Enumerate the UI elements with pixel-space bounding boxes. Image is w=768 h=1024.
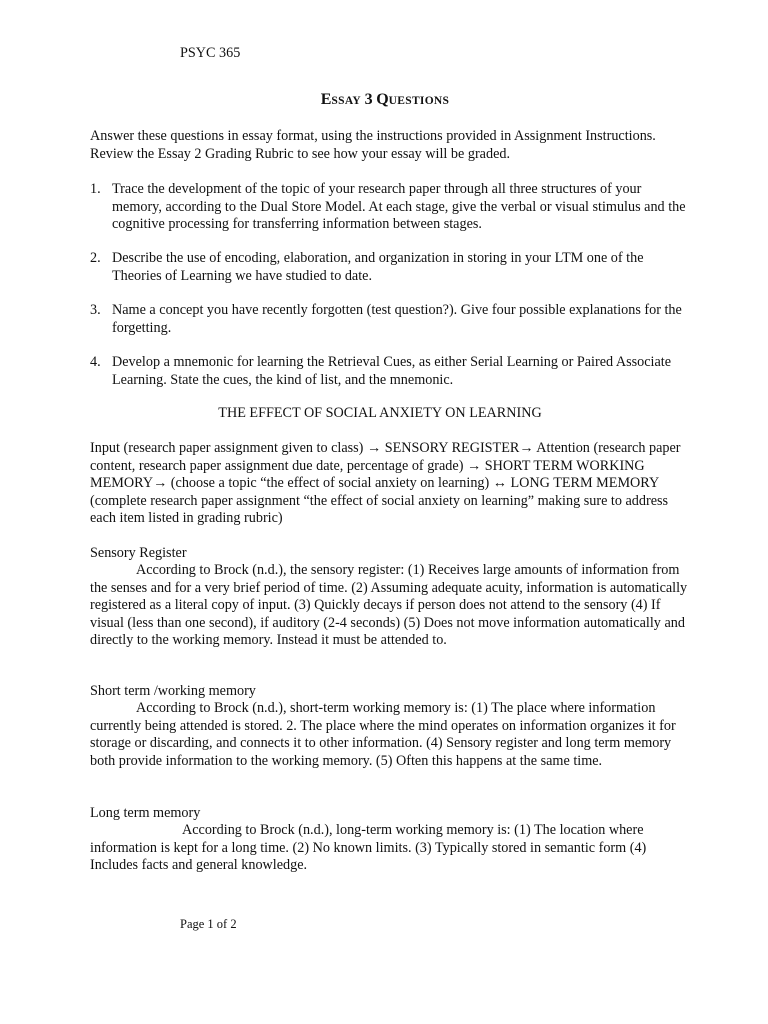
- course-code: PSYC 365: [180, 45, 241, 61]
- section-text: According to Brock (n.d.), the sensory register: (1) Receives large amounts of information from the senses and for a very brief period of time. (2) Assuming adequate acuity, information is automatically registered as a literal copy of input. (3) Quickly decays if person does not attend to the sensory (4) If visual (less than one second), if auditory (2-4 seconds) (5) Does not move information automatically and directly to the working memory. Instead it must be attended to.: [90, 562, 688, 649]
- question-text: Name a concept you have recently forgotten (test question?). Give four possible explanations for the forgetting.: [112, 302, 682, 336]
- section-body-long-term-memory: [90, 822, 690, 875]
- question-text: Trace the development of the topic of your research paper through all three structures of your memory, according to the Dual Store Model. At each stage, give the verbal or visual stimulus and the cognitive processing for transferring information between stages.: [112, 181, 686, 233]
- section-title-long-term-memory: Long term memory: [90, 805, 201, 821]
- title-number: 3: [364, 91, 373, 108]
- question-number: 1.: [90, 181, 101, 197]
- question-item: [90, 354, 690, 389]
- question-text: Describe the use of encoding, elaboration, and organization in storing in your LTM one of the Theories of Learning we have studied to date.: [112, 250, 644, 284]
- section-body-sensory-register: [90, 562, 690, 650]
- section-body-short-term-memory: [90, 700, 690, 770]
- question-number: 4.: [90, 354, 101, 370]
- question-item: [90, 181, 690, 234]
- section-title-sensory-register: Sensory Register: [90, 545, 187, 561]
- question-text: Develop a mnemonic for learning the Retrieval Cues, as either Serial Learning or Paired Associate Learning. State the cues, the kind of list, and the mnemonic.: [112, 354, 672, 388]
- page-title: [90, 91, 680, 111]
- essay-heading: THE EFFECT OF SOCIAL ANXIETY ON LEARNING: [218, 405, 542, 421]
- question-item: [90, 302, 690, 337]
- page-number: Page 1 of 2: [180, 917, 237, 931]
- question-item: [90, 250, 690, 285]
- section-text: According to Brock (n.d.), short-term working memory is: (1) The place where information currently being attended is stored. 2. The place where the mind operates on information organizes it for storage or discarding, and connects it to other information. (4) Sensory register and long term memory both provide information to the working memory. (5) Often this happens at the same time.: [90, 700, 676, 769]
- question-number: 3.: [90, 302, 101, 318]
- section-title-short-term-memory: Short term /working memory: [90, 683, 256, 699]
- title-questions-rest: UESTIONS: [388, 95, 450, 107]
- intro-paragraph: Answer these questions in essay format, using the instructions provided in Assignment Instructions. Review the Essay 2 Grading Rubric to see how your essay will be graded.: [90, 128, 656, 162]
- title-questions-initial: Q: [376, 91, 389, 108]
- section-text: According to Brock (n.d.), long-term working memory is: (1) The location where information is kept for a long time. (2) No known limits. (3) Typically stored in semantic form (4) Includes facts and general knowledge.: [90, 822, 647, 874]
- memory-flow-paragraph: Input (research paper assignment given to class) → SENSORY REGISTER→ Attention (research paper content, research paper assignment due date, percentage of grade) → SHORT TERM WORKING MEMORY→ (choose a topic “the effect of social anxiety on learning) ↔ LONG TERM MEMORY (complete research paper assignment “the effect of social anxiety on learning” making sure to address each item listed in grading rubric): [90, 440, 681, 527]
- title-essay-rest: SSAY: [331, 95, 361, 107]
- question-number: 2.: [90, 250, 101, 266]
- title-essay-initial: E: [320, 91, 332, 108]
